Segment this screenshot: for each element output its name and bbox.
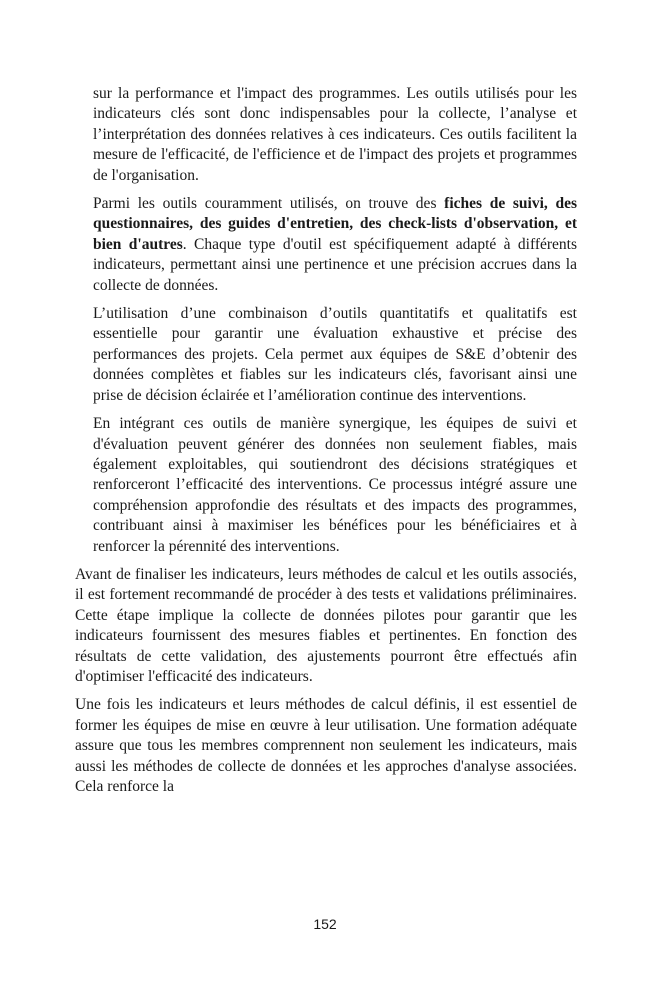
body-text [75, 84, 577, 805]
paragraph-2 [93, 194, 577, 296]
paragraph-1: sur la performance et l'impact des programmes. Les outils utilisés pour les indicateurs clés sont donc indispensables pour la collecte, l’analyse et l’interprétation des données relatives à ces indicateurs. Ces outils facilitent la mesure de l'efficacité, de l'efficience et de l'impact des projets et programmes de l'organisation. [93, 85, 577, 184]
page-number: 152 [313, 916, 337, 932]
paragraph-2-bold-tools: fiches de suivi, des questionnaires, des guides d'entretien, des check-lists d'observation, et bien d'autres [93, 195, 577, 253]
paragraph-3: L’utilisation d’une combinaison d’outils quantitatifs et qualitatifs est essentielle pour garantir une évaluation exhaustive et précise des performances des projets. Cela permet aux équipes de S&E d’obtenir des données complètes et fiables sur les indicateurs clés, favorisant ainsi une prise de décision éclairée et l’amélioration continue des interventions. [93, 305, 577, 404]
paragraph-5: Avant de finaliser les indicateurs, leurs méthodes de calcul et les outils associés, il est fortement recommandé de procéder à des tests et validations préliminaires. Cette étape implique la collecte de données pilotes pour garantir que les indicateurs fournissent des mesures fiables et pertinentes. En fonction des résultats de cette validation, des ajustements pourront être effectués afin d'optimiser l'efficacité des indicateurs. [75, 565, 577, 685]
paragraph-2-rest: . Chaque type d'outil est spécifiquement adapté à différents indicateurs, permettant ainsi une pertinence et une précision accrues dans la collecte de données. [93, 235, 577, 294]
paragraph-4: En intégrant ces outils de manière synergique, les équipes de suivi et d'évaluation peuvent générer des données non seulement fiables, mais également exploitables, qui soutiendront des décisions stratégiques et renforceront l’efficacité des interventions. Ce processus intégré assure une compréhension approfondie des résultats et des impacts des programmes, contribuant ainsi à maximiser les bénéfices pour les bénéficiaires et à renforcer la pérennité des interventions. [93, 415, 577, 555]
paragraph-2-intro: Parmi les outils couramment utilisés, on trouve des [93, 195, 445, 213]
paragraph-6: Une fois les indicateurs et leurs méthodes de calcul définis, il est essentiel de former les équipes de mise en œuvre à leur utilisation. Une formation adéquate assure que tous les membres comprennent non seulement les indicateurs, mais aussi les méthodes de collecte de données et les approches d'analyse associées. Cela renforce la [75, 696, 577, 795]
